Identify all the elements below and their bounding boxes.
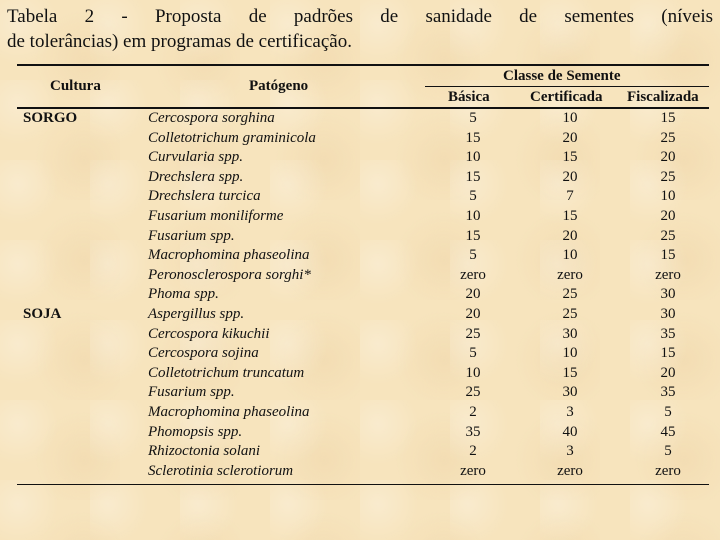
certified-cell: 20 [562,129,578,146]
basic-cell: 5 [469,188,477,205]
pathogen-cell: Rhizoctonia solani [148,443,261,460]
certified-cell: 10 [562,345,578,362]
table-row [17,168,709,188]
pathogen-cell: Cercospora sojina [148,345,259,362]
basic-cell: 20 [465,306,481,322]
pathogen-cell: Drechslera spp. [148,168,244,185]
pathogen-cell: Fusarium moniliforme [148,208,284,224]
caption-line-1: Tabela 2 - Proposta de padrões de sanidade de sementes (níveis [7,6,713,27]
certified-cell: 7 [566,188,574,205]
basic-cell: 10 [465,208,481,224]
inspected-cell: 30 [660,286,676,303]
pathogen-cell: Phoma spp. [148,286,219,303]
caption-line-2: de tolerâncias) em programas de certificação. [7,31,352,52]
certified-cell: 20 [562,168,578,185]
bottom-rule [17,484,709,485]
inspected-cell: 45 [660,423,676,440]
certified-cell: 10 [562,110,578,126]
pathogen-cell: Macrophomina phaseolina [148,404,310,420]
pathogen-cell: Cercospora sorghina [148,110,275,126]
inspected-cell: 20 [660,149,676,166]
table-row [17,442,709,462]
top-rule [17,64,709,66]
basic-cell: zero [460,462,486,479]
certified-cell: 3 [566,404,574,420]
table-caption [7,4,713,54]
pathogen-cell: Macrophomina phaseolina [148,247,310,264]
table-row [17,403,709,423]
certified-cell: 15 [562,208,578,224]
class-rule [425,86,709,87]
table-row [17,383,709,403]
table-row [17,305,709,325]
certified-cell: 10 [562,247,578,264]
certified-cell: 3 [566,443,574,460]
certified-cell: 15 [562,364,578,381]
pathogen-cell: Curvularia spp. [148,149,244,166]
certified-cell: 25 [562,286,578,303]
inspected-cell: 5 [664,404,672,420]
basic-cell: 15 [465,129,481,146]
table-row [17,207,709,227]
pathogen-cell: Colletotrichum graminicola [148,129,316,146]
table-row [17,129,709,149]
basic-cell: 2 [469,443,477,460]
basic-cell: 5 [469,110,477,126]
inspected-cell: 35 [660,384,676,401]
certified-cell: zero [557,266,583,283]
certified-cell: 30 [562,325,578,342]
table-row [17,364,709,384]
inspected-cell: 15 [660,110,676,126]
inspected-cell: 20 [660,364,676,381]
inspected-cell: 15 [660,345,676,362]
header-pathogen: Patógeno [249,78,309,94]
certified-cell: 20 [562,227,578,244]
basic-cell: 35 [465,423,481,440]
inspected-cell: 25 [660,168,676,185]
table-row [17,285,709,305]
inspected-cell: 35 [660,325,676,342]
table-row [17,325,709,345]
certified-cell: zero [557,462,583,479]
header-basic: Básica [448,89,490,105]
pathogen-cell: Fusarium spp. [148,384,235,401]
basic-cell: 15 [465,227,481,244]
basic-cell: zero [460,266,486,283]
header-certified: Certificada [530,89,603,105]
pathogen-cell: Sclerotinia sclerotiorum [148,462,294,479]
certified-cell: 30 [562,384,578,401]
table-row [17,187,709,207]
pathogen-cell: Peronosclerospora sorghi* [148,266,311,283]
basic-cell: 10 [465,149,481,166]
basic-cell: 2 [469,404,477,420]
crop-cell: SOJA [23,306,62,322]
basic-cell: 10 [465,364,481,381]
inspected-cell: 15 [660,247,676,264]
inspected-cell: 25 [660,129,676,146]
basic-cell: 20 [465,286,481,303]
pathogen-cell: Phomopsis spp. [148,423,243,440]
inspected-cell: zero [655,266,681,283]
inspected-cell: 20 [660,208,676,224]
basic-cell: 25 [465,384,481,401]
table-row [17,423,709,443]
table-row [17,148,709,168]
basic-cell: 5 [469,247,477,264]
basic-cell: 5 [469,345,477,362]
basic-cell: 15 [465,168,481,185]
header-inspected: Fiscalizada [627,89,699,105]
pathogen-cell: Aspergillus spp. [148,306,245,322]
certified-cell: 15 [562,149,578,166]
basic-cell: 25 [465,325,481,342]
table-row [17,109,709,129]
header-seed-class: Classe de Semente [503,68,621,84]
inspected-cell: 5 [664,443,672,460]
table-row [17,227,709,247]
pathogen-cell: Fusarium spp. [148,227,235,244]
inspected-cell: 10 [660,188,676,205]
table-row [17,246,709,266]
crop-cell: SORGO [23,110,78,126]
pathogen-cell: Cercospora kikuchii [148,325,270,342]
pathogen-cell: Drechslera turcica [148,188,261,205]
header-culture: Cultura [50,78,101,94]
inspected-cell: 25 [660,227,676,244]
table-row [17,344,709,364]
table-row [17,266,709,286]
certified-cell: 40 [562,423,578,440]
certified-cell: 25 [562,306,578,322]
table-row [17,462,709,482]
inspected-cell: 30 [660,306,676,322]
pathogen-cell: Colletotrichum truncatum [148,364,305,381]
inspected-cell: zero [655,462,681,479]
